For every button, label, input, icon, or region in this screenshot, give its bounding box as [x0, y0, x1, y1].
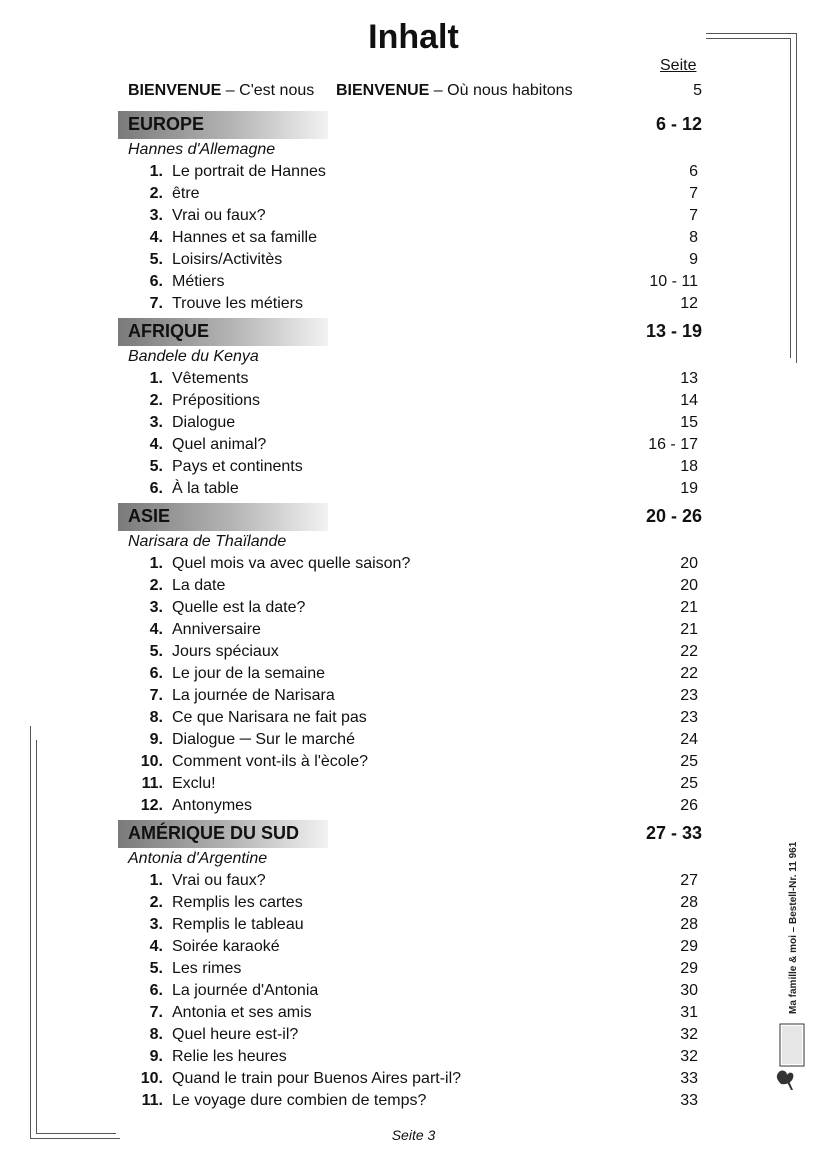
toc-entry: [118, 271, 702, 293]
toc-entry: [118, 729, 702, 751]
entry-page: 28: [680, 916, 698, 933]
entry-title: La journée de Narisara: [172, 687, 335, 704]
toc-entry: [118, 685, 702, 707]
entry-number: 3.: [149, 916, 163, 933]
entry-title: Quel mois va avec quelle saison?: [172, 555, 411, 572]
entry-page: 18: [680, 458, 698, 475]
entry-page: 33: [680, 1092, 698, 1109]
entry-number: 4.: [149, 229, 163, 246]
entry-page: 6: [689, 163, 698, 180]
toc-section: [118, 820, 702, 1112]
entry-page: 25: [680, 775, 698, 792]
toc-entry: [118, 619, 702, 641]
toc-entry: [118, 249, 702, 271]
toc-entry: [118, 958, 702, 980]
entry-page: 19: [680, 480, 698, 497]
toc-section: [118, 503, 702, 817]
entry-number: 5.: [149, 458, 163, 475]
entry-title: Dialogue ─ Sur le marché: [172, 731, 355, 748]
toc-entry: [118, 434, 702, 456]
entry-number: 8.: [149, 709, 163, 726]
section-name: EUROPE: [128, 114, 205, 134]
intro-b-text: – Où nous habitons: [429, 82, 573, 99]
toc-entry: [118, 1068, 702, 1090]
section-subtitle: Narisara de Thaïlande: [128, 533, 287, 550]
entry-page: 27: [680, 872, 698, 889]
entry-number: 6.: [149, 480, 163, 497]
entry-page: 23: [680, 687, 698, 704]
entry-title: Prépositions: [172, 392, 261, 409]
entry-title: Jours spéciaux: [172, 643, 279, 660]
entry-number: 1.: [149, 370, 163, 387]
entry-number: 7.: [149, 687, 163, 704]
entry-number: 5.: [149, 643, 163, 660]
section-header: [118, 318, 702, 346]
entry-number: 5.: [149, 960, 163, 977]
toc-entry: [118, 478, 702, 500]
entry-number: 2.: [149, 185, 163, 202]
entry-number: 3.: [149, 207, 163, 224]
intro-a-text: – C'est nous: [221, 82, 315, 99]
toc-entry: [118, 553, 702, 575]
entry-title: être: [172, 185, 200, 202]
entry-title: Le voyage dure combien de temps?: [172, 1092, 427, 1109]
entry-page: 24: [680, 731, 698, 748]
entry-title: Anniversaire: [172, 621, 261, 638]
entry-title: Les rimes: [172, 960, 242, 977]
toc-entry: [118, 663, 702, 685]
entry-title: Quel animal?: [172, 436, 267, 453]
entry-number: 8.: [149, 1026, 163, 1043]
entry-title: Antonia et ses amis: [172, 1004, 312, 1021]
toc-entry: [118, 1002, 702, 1024]
entry-number: 3.: [149, 414, 163, 431]
intro-a-bold: BIENVENUE: [128, 82, 222, 99]
toc-entry: [118, 773, 702, 795]
toc-entry: [118, 227, 702, 249]
entry-page: 16 - 17: [648, 436, 698, 453]
toc-entry: [118, 293, 702, 315]
entry-page: 7: [689, 185, 698, 202]
entry-number: 10.: [140, 753, 163, 770]
entry-number: 2.: [149, 577, 163, 594]
entry-title: Vrai ou faux?: [172, 207, 266, 224]
intro-entry-a: [128, 82, 314, 100]
toc-entry: [118, 892, 702, 914]
entry-title: Le jour de la semaine: [172, 665, 325, 682]
entry-title: Exclu!: [172, 775, 216, 792]
frame-top-right-v1: [796, 33, 797, 363]
toc-entry: [118, 870, 702, 892]
entry-page: 20: [680, 555, 698, 572]
entry-page: 21: [680, 621, 698, 638]
toc-entry: [118, 795, 702, 817]
entry-page: 15: [680, 414, 698, 431]
entry-page: 26: [680, 797, 698, 814]
entry-number: 6.: [149, 665, 163, 682]
toc-entry: [118, 707, 702, 729]
entry-page: 14: [680, 392, 698, 409]
toc-entry: [118, 1090, 702, 1112]
toc-entry: [118, 980, 702, 1002]
entry-title: La date: [172, 577, 226, 594]
entry-number: 2.: [149, 392, 163, 409]
entry-title: Métiers: [172, 273, 225, 290]
toc-entry: [118, 412, 702, 434]
toc-entry: [118, 641, 702, 663]
entry-page: 32: [680, 1026, 698, 1043]
entry-title: Vrai ou faux?: [172, 872, 266, 889]
entry-page: 32: [680, 1048, 698, 1065]
entry-title: À la table: [172, 480, 239, 497]
entry-number: 7.: [149, 1004, 163, 1021]
toc-entry: [118, 456, 702, 478]
toc-entry: [118, 161, 702, 183]
entry-title: Le portrait de Hannes: [172, 163, 326, 180]
toc-entry: [118, 751, 702, 773]
section-name: AFRIQUE: [128, 321, 209, 341]
entry-page: 28: [680, 894, 698, 911]
entry-number: 4.: [149, 436, 163, 453]
section-subtitle: Bandele du Kenya: [128, 348, 259, 365]
entry-title: Relie les heures: [172, 1048, 287, 1065]
entry-page: 23: [680, 709, 698, 726]
entry-page: 30: [680, 982, 698, 999]
entry-title: La journée d'Antonia: [172, 982, 319, 999]
toc-entry: [118, 205, 702, 227]
section-subtitle: Antonia d'Argentine: [128, 850, 268, 867]
entry-page: 29: [680, 960, 698, 977]
entry-number: 5.: [149, 251, 163, 268]
page-title: Inhalt: [368, 18, 459, 56]
page-footer: Seite 3: [391, 1127, 436, 1143]
toc-entry: [118, 1046, 702, 1068]
toc-section: [118, 111, 702, 315]
intro-entry-b: [336, 82, 573, 100]
entry-page: 25: [680, 753, 698, 770]
entry-page: 13: [680, 370, 698, 387]
frame-top-right-v2: [790, 38, 791, 358]
toc-entry: [118, 575, 702, 597]
seite-column-label: Seite: [660, 57, 697, 74]
section-name: AMÉRIQUE DU SUD: [128, 823, 300, 843]
section-header: [118, 111, 702, 139]
intro-page: 5: [693, 82, 702, 99]
entry-page: 20: [680, 577, 698, 594]
entry-number: 4.: [149, 938, 163, 955]
toc-entry: [118, 914, 702, 936]
toc-entry: [118, 1024, 702, 1046]
section-page-range: 13 - 19: [645, 321, 702, 341]
entry-number: 3.: [149, 599, 163, 616]
entry-number: 6.: [149, 273, 163, 290]
entry-title: Quand le train pour Buenos Aires part-il?: [172, 1070, 462, 1087]
entry-title: Pays et continents: [172, 458, 303, 475]
toc-entry: [118, 390, 702, 412]
entry-number: 6.: [149, 982, 163, 999]
entry-title: Hannes et sa famille: [172, 229, 317, 246]
toc-section: [118, 318, 702, 500]
entry-page: 12: [680, 295, 698, 312]
section-page-range: 27 - 33: [645, 823, 702, 843]
entry-number: 1.: [149, 163, 163, 180]
entry-page: 7: [689, 207, 698, 224]
entry-title: Comment vont-ils à l'ècole?: [172, 753, 369, 770]
entry-number: 7.: [149, 295, 163, 312]
entry-number: 12.: [140, 797, 163, 814]
entry-title: Ce que Narisara ne fait pas: [172, 709, 367, 726]
entry-title: Antonymes: [172, 797, 253, 814]
section-header: [118, 820, 702, 848]
entry-title: Vêtements: [172, 370, 249, 387]
entry-title: Quel heure est-il?: [172, 1026, 299, 1043]
entry-page: 9: [689, 251, 698, 268]
entry-title: Remplis les cartes: [172, 894, 303, 911]
entry-title: Remplis le tableau: [172, 916, 304, 933]
entry-title: Loisirs/Activitès: [172, 251, 283, 268]
frame-bottom-left-v2: [36, 740, 37, 1134]
publisher-logo-icon: [773, 1022, 807, 1092]
section-header: [118, 503, 702, 531]
toc-entry: [118, 936, 702, 958]
frame-bottom-left-v1: [30, 726, 31, 1139]
entry-number: 1.: [149, 555, 163, 572]
side-order-info: Ma famille & moi – Bestell-Nr. 11 961: [788, 841, 799, 1014]
entry-number: 10.: [140, 1070, 163, 1087]
entry-page: 8: [689, 229, 698, 246]
toc-entry: [118, 597, 702, 619]
entry-page: 10 - 11: [649, 273, 698, 290]
intro-b-bold: BIENVENUE: [336, 82, 430, 99]
entry-number: 9.: [149, 1048, 163, 1065]
entry-number: 2.: [149, 894, 163, 911]
entry-title: Soirée karaoké: [172, 938, 280, 955]
entry-number: 11.: [141, 1092, 163, 1109]
section-page-range: 20 - 26: [645, 506, 702, 526]
entry-page: 31: [680, 1004, 698, 1021]
entry-number: 11.: [141, 775, 163, 792]
intro-row: [128, 82, 702, 104]
entry-title: Quelle est la date?: [172, 599, 306, 616]
entry-page: 33: [680, 1070, 698, 1087]
section-page-range: 6 - 12: [655, 114, 702, 134]
section-subtitle: Hannes d'Allemagne: [128, 141, 276, 158]
toc-entry: [118, 368, 702, 390]
entry-title: Trouve les métiers: [172, 295, 303, 312]
entry-number: 4.: [149, 621, 163, 638]
toc-entry: [118, 183, 702, 205]
entry-title: Dialogue: [172, 414, 236, 431]
entry-number: 9.: [149, 731, 163, 748]
entry-page: 22: [680, 665, 698, 682]
section-name: ASIE: [128, 506, 171, 526]
entry-page: 22: [680, 643, 698, 660]
entry-page: 29: [680, 938, 698, 955]
table-of-contents: [118, 108, 702, 1112]
entry-page: 21: [680, 599, 698, 616]
entry-number: 1.: [149, 872, 163, 889]
